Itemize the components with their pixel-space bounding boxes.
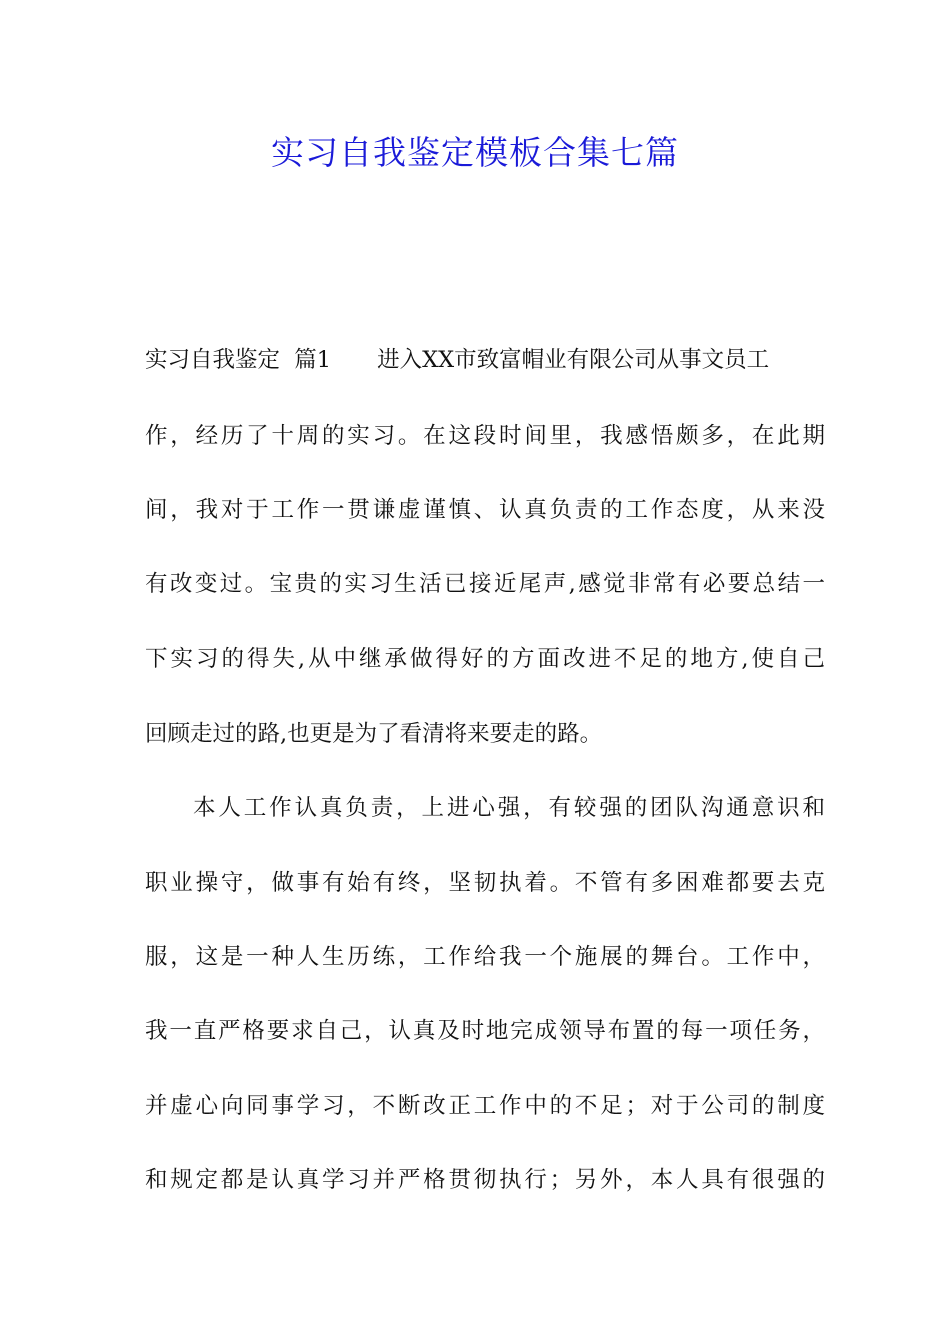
paragraph-line-9: 服，这是一种人生历练，工作给我一个施展的舞台。工作中，	[145, 944, 825, 970]
section-heading: 实习自我鉴定 篇1	[145, 347, 332, 373]
document-title: 实习自我鉴定模板合集七篇	[271, 133, 679, 172]
paragraph-line-12: 和规定都是认真学习并严格贯彻执行；另外，本人具有很强的	[145, 1167, 825, 1193]
paragraph-text: 进入XX市致富帽业有限公司从事文员工	[377, 347, 770, 373]
paragraph-line-3: 间，我对于工作一贯谦虚谨慎、认真负责的工作态度，从来没	[145, 497, 825, 523]
paragraph-line-7: 本人工作认真负责，上进心强，有较强的团队沟通意识和	[193, 795, 825, 821]
paragraph-line-2: 作，经历了十周的实习。在这段时间里，我感悟颇多，在此期	[145, 423, 825, 449]
paragraph-line-10: 我一直严格要求自己，认真及时地完成领导布置的每一项任务，	[145, 1018, 825, 1044]
paragraph-line-6: 回顾走过的路,也更是为了看清将来要走的路。	[145, 721, 603, 747]
paragraph-line-8: 职业操守，做事有始有终，坚韧执着。不管有多困难都要去克	[145, 870, 825, 896]
paragraph-line-4: 有改变过。宝贵的实习生活已接近尾声,感觉非常有必要总结一	[145, 571, 825, 597]
paragraph-line-5: 下实习的得失,从中继承做得好的方面改进不足的地方,使自己	[145, 646, 825, 672]
paragraph-line-11: 并虚心向同事学习，不断改正工作中的不足；对于公司的制度	[145, 1093, 825, 1119]
paragraph-line-1	[145, 340, 825, 380]
